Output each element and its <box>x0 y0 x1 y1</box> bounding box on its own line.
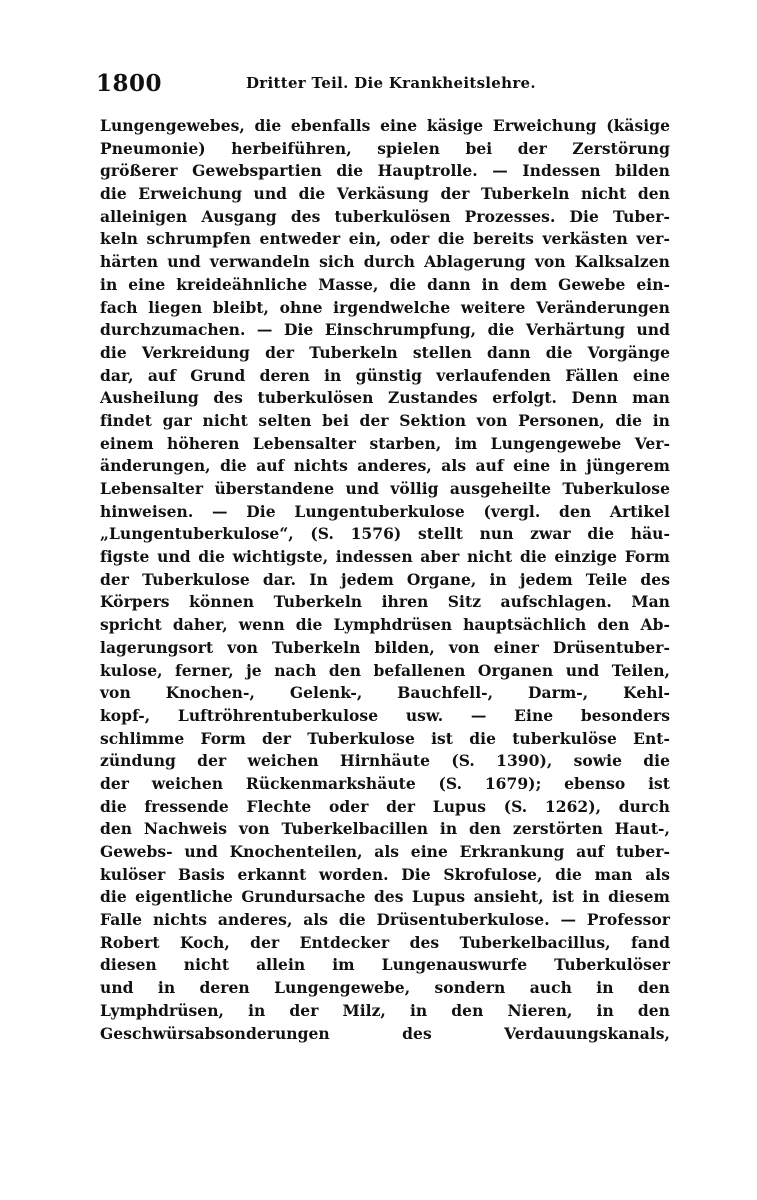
text-line: Robert Koch, der Entdecker des Tuberkelbacillus, fand <box>100 932 670 952</box>
text-line: Lungengewebes, die ebenfalls eine käsige Erweichung (käsige <box>100 116 670 135</box>
text-line: dar, auf Grund deren in günstig verlaufenden Fällen eine <box>100 365 670 385</box>
text-line: Lebensalter überstandene und völlig ausgeheilte Tuberkulose <box>100 479 670 498</box>
text-line: figste und die wichtigste, indessen aber nicht die einzige Form <box>100 547 670 567</box>
page-header <box>96 66 666 100</box>
text-line: Körpers können Tuberkeln ihren Sitz aufschlagen. Man <box>100 592 670 612</box>
text-line: härten und verwandeln sich durch Ablagerung von Kalksalzen <box>100 252 670 272</box>
text-line: kulose, ferner, je nach den befallenen Organen und Teilen, <box>100 660 670 680</box>
text-line: Geschwürsabsonderungen des Verdauungskanals, <box>100 1023 670 1043</box>
page-number: 1800 <box>96 70 163 97</box>
text-line: diesen nicht allein im Lungenauswurfe Tuberkulöser <box>100 955 670 975</box>
text-line: schlimme Form der Tuberkulose ist die tuberkulöse Ent- <box>100 728 670 748</box>
text-line: alleinigen Ausgang des tuberkulösen Prozesses. Die Tuber- <box>100 206 670 226</box>
text-line: keln schrumpfen entweder ein, oder die bereits verkästen ver- <box>100 229 670 249</box>
text-line: kulöser Basis erkannt worden. Die Skrofulose, die man als <box>100 864 670 884</box>
text-line: durchzumachen. — Die Einschrumpfung, die Verhärtung und <box>100 320 670 340</box>
text-line: hinweisen. — Die Lungentuberkulose (vergl. den Artikel <box>100 501 670 521</box>
text-line: lagerungsort von Tuberkeln bilden, von einer Drüsentuber- <box>100 637 670 657</box>
text-line: Pneumonie) herbeiführen, spielen bei der Zerstörung <box>100 138 670 158</box>
text-line: der weichen Rückenmarkshäute (S. 1679); ebenso ist <box>100 773 670 793</box>
text-line: einem höheren Lebensalter starben, im Lungengewebe Ver- <box>100 433 670 453</box>
text-line: findet gar nicht selten bei der Sektion von Personen, die in <box>100 410 670 430</box>
text-line: in eine kreideähnliche Masse, die dann in dem Gewebe ein- <box>100 274 670 294</box>
text-line: von Knochen-, Gelenk-, Bauchfell-, Darm-, Kehl- <box>100 683 670 703</box>
text-line: Gewebs- und Knochenteilen, als eine Erkrankung auf tuber- <box>100 842 670 861</box>
text-line: Lymphdrüsen, in der Milz, in den Nieren, in den <box>100 1000 670 1020</box>
text-line: die Verkreidung der Tuberkeln stellen dann die Vorgänge <box>100 342 670 362</box>
body-text <box>100 115 670 1045</box>
text-line: die fressende Flechte oder der Lupus (S. 1262), durch <box>100 796 670 816</box>
text-line: der Tuberkulose dar. In jedem Organe, in jedem Teile des <box>100 569 670 589</box>
text-line: größerer Gewebspartien die Hauptrolle. — Indessen bilden <box>100 161 670 181</box>
text-line: kopf-, Luftröhrentuberkulose usw. — Eine besonders <box>100 705 670 725</box>
text-line: spricht daher, wenn die Lymphdrüsen hauptsächlich den Ab- <box>100 615 670 635</box>
text-line: änderungen, die auf nichts anderes, als auf eine in jüngerem <box>100 456 670 476</box>
text-line: und in deren Lungengewebe, sondern auch in den <box>100 978 670 998</box>
text-line: fach liegen bleibt, ohne irgendwelche weitere Veränderungen <box>100 297 670 317</box>
text-line: Falle nichts anderes, als die Drüsentuberkulose. — Professor <box>100 910 670 930</box>
text-line: den Nachweis von Tuberkelbacillen in den zerstörten Haut-, <box>100 819 670 839</box>
running-head: Dritter Teil. Die Krankheitslehre. <box>246 74 536 92</box>
text-line: Ausheilung des tuberkulösen Zustandes erfolgt. Denn man <box>100 388 670 408</box>
text-line: „Lungentuberkulose“, (S. 1576) stellt nun zwar die häu- <box>100 524 670 544</box>
text-line: die eigentliche Grundursache des Lupus ansieht, ist in diesem <box>100 887 670 907</box>
text-line: die Erweichung und die Verkäsung der Tuberkeln nicht den <box>100 184 670 204</box>
text-line: zündung der weichen Hirnhäute (S. 1390), sowie die <box>100 751 670 771</box>
